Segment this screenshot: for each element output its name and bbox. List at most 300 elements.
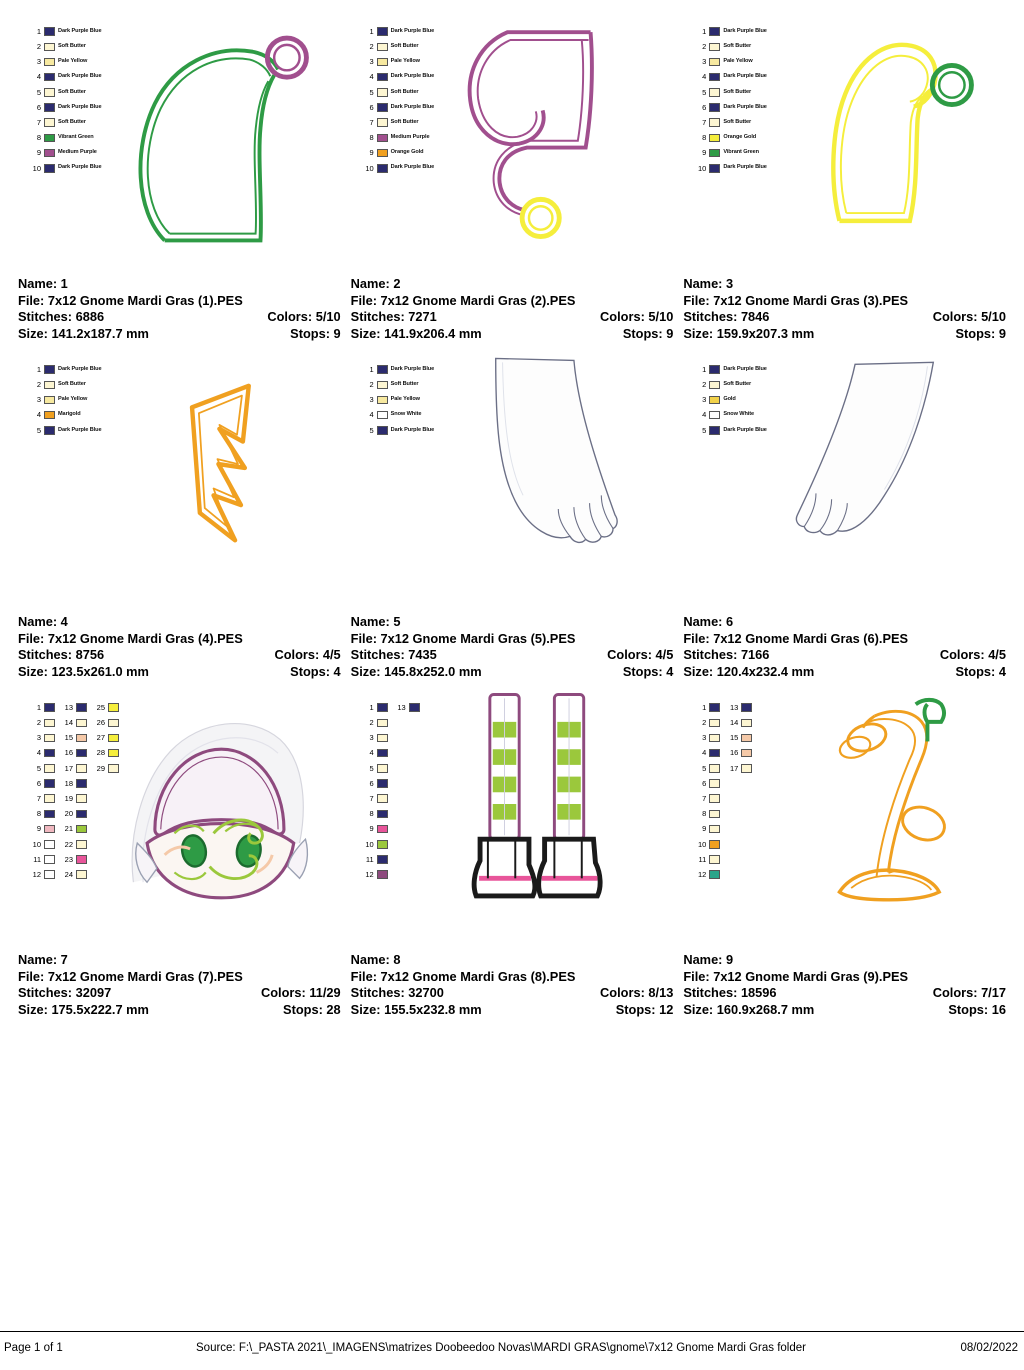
legend-number: 25 xyxy=(96,702,105,712)
colors-value: 5/10 xyxy=(315,309,341,324)
legend-number: 12 xyxy=(697,869,707,879)
stitches-value: 32700 xyxy=(408,985,444,1000)
stops: Stops: 4 xyxy=(622,663,674,679)
design-size-stops-4 xyxy=(18,664,341,681)
colors: Colors: 11/29 xyxy=(260,985,341,1000)
legend-number: 6 xyxy=(702,778,707,788)
design-info-3 xyxy=(683,276,1006,342)
legend-label: Pale Yellow xyxy=(58,396,88,403)
design-name-value: 7 xyxy=(60,952,68,967)
legend-label: Medium Purple xyxy=(390,134,430,141)
legend-number: 3 xyxy=(702,395,707,405)
legend-number: 4 xyxy=(36,748,41,758)
legend-number: 18 xyxy=(64,778,73,788)
colors: Colors: 5/10 xyxy=(267,309,341,324)
stitches-value: 6886 xyxy=(75,309,105,324)
legend-number: 4 xyxy=(36,410,41,420)
colors: Colors: 7/17 xyxy=(932,985,1006,1000)
design-size-stops-2 xyxy=(351,326,674,343)
design-info-4 xyxy=(18,614,341,680)
legend-label: Snow White xyxy=(723,411,755,418)
legend-number: 8 xyxy=(369,809,374,819)
stitches: Stitches: 32097 xyxy=(18,985,112,1000)
legend-number: 16 xyxy=(729,748,739,758)
legend-number: 3 xyxy=(369,395,374,405)
legend-label: Soft Butter xyxy=(58,88,86,95)
legend-label: Dark Purple Blue xyxy=(723,27,767,34)
design-file-line-6: File: 7x12 Gnome Mardi Gras (6).PES xyxy=(683,630,909,646)
size-value: 141.9x206.4 mm xyxy=(384,325,482,341)
design-stitches-colors-9 xyxy=(683,985,1006,1002)
size: Size: 120.4x232.4 mm xyxy=(683,663,815,679)
legend-number: 2 xyxy=(702,42,707,52)
design-file-value: 7x12 Gnome Mardi Gras (3).PES xyxy=(713,292,909,308)
legend-number: 4 xyxy=(369,410,374,420)
legend-label: Soft Butter xyxy=(58,42,86,49)
design-size-stops-3 xyxy=(683,326,1006,343)
legend-number: 24 xyxy=(64,869,73,879)
stops-value: 9 xyxy=(666,325,674,341)
design-preview-9 xyxy=(683,684,1006,924)
legend-number: 3 xyxy=(369,733,374,743)
colors: Colors: 5/10 xyxy=(932,309,1006,324)
legend-label: Dark Purple Blue xyxy=(723,426,767,433)
legend-label: Dark Purple Blue xyxy=(723,164,767,171)
legend-number: 13 xyxy=(729,702,739,712)
legend-number: 7 xyxy=(36,117,41,127)
legend-number: 12 xyxy=(32,869,41,879)
legend-label: Dark Purple Blue xyxy=(390,164,435,171)
stops-value: 9 xyxy=(333,325,341,341)
design-name-line-2: Name: 2 xyxy=(350,276,401,291)
legend-label: Orange Gold xyxy=(723,134,757,141)
legend-label: Medium Purple xyxy=(58,149,97,156)
colors-value: 5/10 xyxy=(648,309,674,324)
legend-label: Dark Purple Blue xyxy=(58,365,102,372)
legend-label: Pale Yellow xyxy=(390,58,420,65)
design-name-line-4: Name: 4 xyxy=(18,614,68,629)
stops-value: 28 xyxy=(326,1001,341,1017)
design-name-value: 3 xyxy=(726,276,734,291)
legend-label: Snow White xyxy=(390,411,422,418)
design-file-value: 7x12 Gnome Mardi Gras (9).PES xyxy=(713,968,909,984)
design-name-value: 2 xyxy=(393,276,401,291)
colors-value: 11/29 xyxy=(309,985,341,1000)
page-number: Page 1 of 1 xyxy=(4,1342,63,1354)
stitches-value: 7435 xyxy=(408,647,437,662)
legend-label: Pale Yellow xyxy=(58,58,88,65)
stops-value: 4 xyxy=(666,663,674,679)
legend-number: 12 xyxy=(365,869,374,879)
legend-number: 6 xyxy=(36,102,41,112)
design-cell-4 xyxy=(18,346,341,684)
design-info-2 xyxy=(351,276,674,342)
legend-label: Dark Purple Blue xyxy=(58,426,102,433)
embroidery-art-4 xyxy=(18,346,341,586)
legend-number: 2 xyxy=(702,380,707,390)
design-name-line-5: Name: 5 xyxy=(350,614,401,629)
legend-number: 5 xyxy=(702,763,707,773)
design-cell-1 xyxy=(18,8,341,346)
stops: Stops: 16 xyxy=(948,1001,1006,1017)
stops-value: 4 xyxy=(998,663,1006,679)
colors-value: 8/13 xyxy=(648,985,674,1000)
legend-number: 10 xyxy=(32,163,41,173)
design-info-7 xyxy=(18,952,341,1018)
stitches: Stitches: 32700 xyxy=(350,985,444,1000)
size: Size: 155.5x232.8 mm xyxy=(350,1001,482,1017)
size-value: 175.5x222.7 mm xyxy=(51,1001,149,1017)
legend-number: 5 xyxy=(369,763,374,773)
design-cell-5 xyxy=(351,346,674,684)
legend-number: 14 xyxy=(729,718,739,728)
legend-label: Dark Purple Blue xyxy=(58,164,102,171)
embroidery-art-2 xyxy=(351,8,674,248)
legend-number: 3 xyxy=(369,57,374,67)
legend-number: 2 xyxy=(369,718,374,728)
design-info-6 xyxy=(683,614,1006,680)
stitches: Stitches: 7846 xyxy=(683,309,770,324)
legend-number: 23 xyxy=(64,854,73,864)
embroidery-art-9 xyxy=(683,684,1006,924)
legend-number: 4 xyxy=(36,72,41,82)
colors-value: 5/10 xyxy=(981,309,1006,324)
size-value: 160.9x268.7 mm xyxy=(716,1001,815,1017)
design-file-line-1: File: 7x12 Gnome Mardi Gras (1).PES xyxy=(18,292,243,308)
legend-number: 9 xyxy=(36,148,41,158)
legend-number: 1 xyxy=(36,364,41,374)
legend-number: 7 xyxy=(369,793,374,803)
legend-number: 9 xyxy=(702,824,707,834)
design-file-value: 7x12 Gnome Mardi Gras (5).PES xyxy=(380,630,576,646)
stops: Stops: 4 xyxy=(290,663,341,679)
design-name-line-8: Name: 8 xyxy=(350,952,401,967)
legend-label: Soft Butter xyxy=(390,88,419,95)
legend-number: 5 xyxy=(702,425,707,435)
design-preview-8 xyxy=(351,684,674,924)
legend-number: 26 xyxy=(96,718,105,728)
design-preview-5 xyxy=(351,346,674,586)
legend-number: 1 xyxy=(36,26,41,36)
legend-number: 11 xyxy=(33,854,41,864)
legend-number: 9 xyxy=(369,148,374,158)
design-stitches-colors-4 xyxy=(18,647,341,664)
legend-label: Dark Purple Blue xyxy=(723,365,767,372)
legend-number: 10 xyxy=(365,839,374,849)
design-name-value: 1 xyxy=(60,276,68,291)
legend-number: 8 xyxy=(36,809,41,819)
stitches: Stitches: 18596 xyxy=(683,985,777,1000)
legend-number: 9 xyxy=(702,148,707,158)
design-size-stops-6 xyxy=(683,664,1006,681)
legend-number: 11 xyxy=(365,854,374,864)
legend-label: Orange Gold xyxy=(390,149,424,156)
legend-number: 20 xyxy=(64,809,73,819)
colors: Colors: 5/10 xyxy=(600,309,674,324)
stitches-value: 7846 xyxy=(740,309,770,324)
legend-number: 14 xyxy=(64,718,73,728)
design-preview-6 xyxy=(683,346,1006,586)
design-name-line-3: Name: 3 xyxy=(683,276,734,291)
legend-number: 3 xyxy=(702,57,707,67)
design-info-5 xyxy=(351,614,674,680)
design-cell-9 xyxy=(683,684,1006,1022)
source-path: Source: F:\_PASTA 2021\_IMAGENS\matrizes Doobeedoo Novas\MARDI GRAS\gnome\7x12 Gnome Mardi Gras folder xyxy=(196,1342,806,1354)
legend-number: 2 xyxy=(36,42,41,52)
legend-number: 10 xyxy=(697,839,707,849)
design-file-value: 7x12 Gnome Mardi Gras (8).PES xyxy=(380,968,576,984)
design-stitches-colors-6 xyxy=(683,647,1006,664)
legend-number: 5 xyxy=(702,87,707,97)
design-name-line-1: Name: 1 xyxy=(18,276,68,291)
stitches: Stitches: 6886 xyxy=(18,309,105,324)
stitches: Stitches: 7166 xyxy=(683,647,770,662)
legend-label: Soft Butter xyxy=(723,380,752,387)
legend-number: 2 xyxy=(36,718,41,728)
legend-number: 15 xyxy=(64,733,73,743)
stitches: Stitches: 8756 xyxy=(18,647,105,662)
design-size-stops-5 xyxy=(351,664,674,681)
design-preview-4 xyxy=(18,346,341,586)
size-value: 155.5x232.8 mm xyxy=(384,1001,482,1017)
colors: Colors: 4/5 xyxy=(939,647,1006,662)
design-preview-7 xyxy=(18,684,341,924)
stitches-value: 7166 xyxy=(740,647,770,662)
legend-number: 2 xyxy=(369,380,374,390)
design-stitches-colors-3 xyxy=(683,309,1006,326)
colors-value: 4/5 xyxy=(988,647,1006,662)
legend-number: 3 xyxy=(702,733,707,743)
legend-number: 6 xyxy=(702,102,707,112)
legend-number: 3 xyxy=(36,733,41,743)
legend-label: Vibrant Green xyxy=(723,149,759,156)
stops: Stops: 4 xyxy=(955,663,1006,679)
legend-number: 17 xyxy=(64,763,73,773)
legend-number: 10 xyxy=(697,163,707,173)
legend-number: 11 xyxy=(698,854,707,864)
design-stitches-colors-1 xyxy=(18,309,341,326)
design-file-value: 7x12 Gnome Mardi Gras (4).PES xyxy=(47,630,243,646)
legend-number: 7 xyxy=(702,117,707,127)
legend-label: Soft Butter xyxy=(723,88,752,95)
legend-number: 4 xyxy=(702,72,707,82)
legend-label: Dark Purple Blue xyxy=(390,426,435,433)
design-preview-2 xyxy=(351,8,674,248)
design-size-stops-1 xyxy=(18,326,341,343)
legend-label: Gold xyxy=(723,396,736,403)
legend-label: Dark Purple Blue xyxy=(58,103,102,110)
design-name-line-9: Name: 9 xyxy=(683,952,734,967)
legend-number: 22 xyxy=(64,839,73,849)
legend-number: 5 xyxy=(36,87,41,97)
legend-number: 5 xyxy=(369,87,374,97)
design-info-1 xyxy=(18,276,341,342)
size-value: 120.4x232.4 mm xyxy=(716,663,815,679)
legend-number: 16 xyxy=(64,748,73,758)
legend-number: 2 xyxy=(36,380,41,390)
size: Size: 141.2x187.7 mm xyxy=(18,325,149,341)
legend-number: 7 xyxy=(702,793,707,803)
legend-number: 9 xyxy=(369,824,374,834)
legend-number: 9 xyxy=(36,824,41,834)
size-value: 123.5x261.0 mm xyxy=(51,663,149,679)
design-stitches-colors-2 xyxy=(351,309,674,326)
design-file-value: 7x12 Gnome Mardi Gras (1).PES xyxy=(47,292,243,308)
stops-value: 16 xyxy=(991,1001,1006,1017)
design-preview-1 xyxy=(18,8,341,248)
legend-number: 6 xyxy=(36,778,41,788)
legend-number: 1 xyxy=(702,26,707,36)
size-value: 145.8x252.0 mm xyxy=(384,663,482,679)
legend-number: 1 xyxy=(369,702,374,712)
design-cell-6 xyxy=(683,346,1006,684)
design-info-8 xyxy=(351,952,674,1018)
embroidery-art-1 xyxy=(18,8,341,248)
legend-number: 27 xyxy=(96,733,105,743)
legend-label: Dark Purple Blue xyxy=(58,73,102,80)
design-file-line-8: File: 7x12 Gnome Mardi Gras (8).PES xyxy=(350,968,576,984)
legend-label: Dark Purple Blue xyxy=(390,365,435,372)
design-size-stops-9 xyxy=(683,1002,1006,1019)
size: Size: 123.5x261.0 mm xyxy=(18,663,149,679)
legend-number: 3 xyxy=(36,395,41,405)
legend-label: Soft Butter xyxy=(58,118,86,125)
size-value: 159.9x207.3 mm xyxy=(716,325,815,341)
design-name-line-7: Name: 7 xyxy=(18,952,68,967)
legend-number: 8 xyxy=(36,133,41,143)
stitches-value: 18596 xyxy=(740,985,777,1000)
legend-number: 8 xyxy=(702,809,707,819)
legend-label: Dark Purple Blue xyxy=(390,103,435,110)
design-file-line-4: File: 7x12 Gnome Mardi Gras (4).PES xyxy=(18,630,243,646)
design-grid xyxy=(18,8,1006,1022)
design-file-line-5: File: 7x12 Gnome Mardi Gras (5).PES xyxy=(350,630,576,646)
colors: Colors: 4/5 xyxy=(274,647,341,662)
legend-label: Dark Purple Blue xyxy=(390,73,435,80)
legend-number: 1 xyxy=(702,364,707,374)
design-cell-2 xyxy=(351,8,674,346)
legend-number: 5 xyxy=(369,425,374,435)
stops: Stops: 9 xyxy=(290,325,341,341)
legend-number: 4 xyxy=(369,748,374,758)
legend-number: 4 xyxy=(702,410,707,420)
legend-label: Soft Butter xyxy=(723,42,752,49)
legend-number: 28 xyxy=(96,748,105,758)
legend-number: 29 xyxy=(96,763,105,773)
legend-number: 1 xyxy=(36,702,41,712)
embroidery-art-5 xyxy=(351,346,674,586)
legend-number: 10 xyxy=(32,839,41,849)
legend-number: 1 xyxy=(702,702,707,712)
design-file-line-9: File: 7x12 Gnome Mardi Gras (9).PES xyxy=(683,968,909,984)
legend-number: 21 xyxy=(64,824,73,834)
stitches: Stitches: 7271 xyxy=(350,309,437,324)
design-size-stops-7 xyxy=(18,1002,341,1019)
size: Size: 145.8x252.0 mm xyxy=(350,663,482,679)
stops: Stops: 12 xyxy=(615,1001,674,1017)
legend-number: 7 xyxy=(369,117,374,127)
design-name-line-6: Name: 6 xyxy=(683,614,734,629)
design-name-value: 9 xyxy=(726,952,734,967)
legend-number: 13 xyxy=(64,702,73,712)
design-file-value: 7x12 Gnome Mardi Gras (2).PES xyxy=(380,292,576,308)
design-name-value: 4 xyxy=(60,614,68,629)
stops-value: 9 xyxy=(998,325,1006,341)
legend-label: Dark Purple Blue xyxy=(723,73,767,80)
colors: Colors: 4/5 xyxy=(607,647,674,662)
size: Size: 159.9x207.3 mm xyxy=(683,325,815,341)
legend-number: 5 xyxy=(36,425,41,435)
legend-label: Soft Butter xyxy=(58,380,86,387)
legend-number: 5 xyxy=(36,763,41,773)
print-date: 08/02/2022 xyxy=(960,1342,1018,1354)
stops: Stops: 9 xyxy=(955,325,1006,341)
design-name-value: 6 xyxy=(726,614,734,629)
design-file-line-7: File: 7x12 Gnome Mardi Gras (7).PES xyxy=(18,968,243,984)
legend-number: 15 xyxy=(729,733,739,743)
legend-label: Soft Butter xyxy=(723,118,752,125)
design-file-value: 7x12 Gnome Mardi Gras (7).PES xyxy=(47,968,243,984)
stitches-value: 8756 xyxy=(75,647,105,662)
legend-label: Soft Butter xyxy=(390,42,419,49)
size: Size: 160.9x268.7 mm xyxy=(683,1001,815,1017)
colors-value: 4/5 xyxy=(322,647,341,662)
design-file-line-2: File: 7x12 Gnome Mardi Gras (2).PES xyxy=(350,292,576,308)
size: Size: 141.9x206.4 mm xyxy=(350,325,482,341)
legend-number: 4 xyxy=(369,72,374,82)
stitches-value: 7271 xyxy=(408,309,437,324)
design-name-value: 5 xyxy=(393,614,401,629)
design-cell-3 xyxy=(683,8,1006,346)
embroidery-art-7 xyxy=(18,684,341,924)
legend-label: Soft Butter xyxy=(390,380,419,387)
legend-number: 6 xyxy=(369,102,374,112)
legend-number: 2 xyxy=(702,718,707,728)
stitches-value: 32097 xyxy=(75,985,112,1000)
legend-number: 8 xyxy=(702,133,707,143)
legend-label: Dark Purple Blue xyxy=(390,27,435,34)
legend-label: Marigold xyxy=(58,411,81,418)
legend-label: Pale Yellow xyxy=(723,58,753,65)
legend-number: 10 xyxy=(365,163,374,173)
legend-number: 1 xyxy=(369,364,374,374)
legend-label: Dark Purple Blue xyxy=(58,27,102,34)
legend-number: 6 xyxy=(369,778,374,788)
design-stitches-colors-5 xyxy=(351,647,674,664)
legend-number: 17 xyxy=(729,763,739,773)
legend-label: Soft Butter xyxy=(390,118,419,125)
stops: Stops: 28 xyxy=(283,1001,341,1017)
colors-value: 7/17 xyxy=(981,985,1006,1000)
legend-number: 8 xyxy=(369,133,374,143)
legend-label: Vibrant Green xyxy=(58,134,94,141)
legend-number: 4 xyxy=(702,748,707,758)
embroidery-art-3 xyxy=(683,8,1006,248)
design-preview-3 xyxy=(683,8,1006,248)
legend-number: 1 xyxy=(369,26,374,36)
design-file-line-3: File: 7x12 Gnome Mardi Gras (3).PES xyxy=(683,292,909,308)
legend-number: 2 xyxy=(369,42,374,52)
stops-value: 12 xyxy=(659,1001,674,1017)
legend-label: Pale Yellow xyxy=(390,396,420,403)
stops-value: 4 xyxy=(333,663,341,679)
colors: Colors: 8/13 xyxy=(600,985,674,1000)
legend-label: Dark Purple Blue xyxy=(723,103,767,110)
embroidery-art-6 xyxy=(683,346,1006,586)
legend-number: 13 xyxy=(397,702,406,712)
design-file-value: 7x12 Gnome Mardi Gras (6).PES xyxy=(713,630,909,646)
design-stitches-colors-8 xyxy=(351,985,674,1002)
